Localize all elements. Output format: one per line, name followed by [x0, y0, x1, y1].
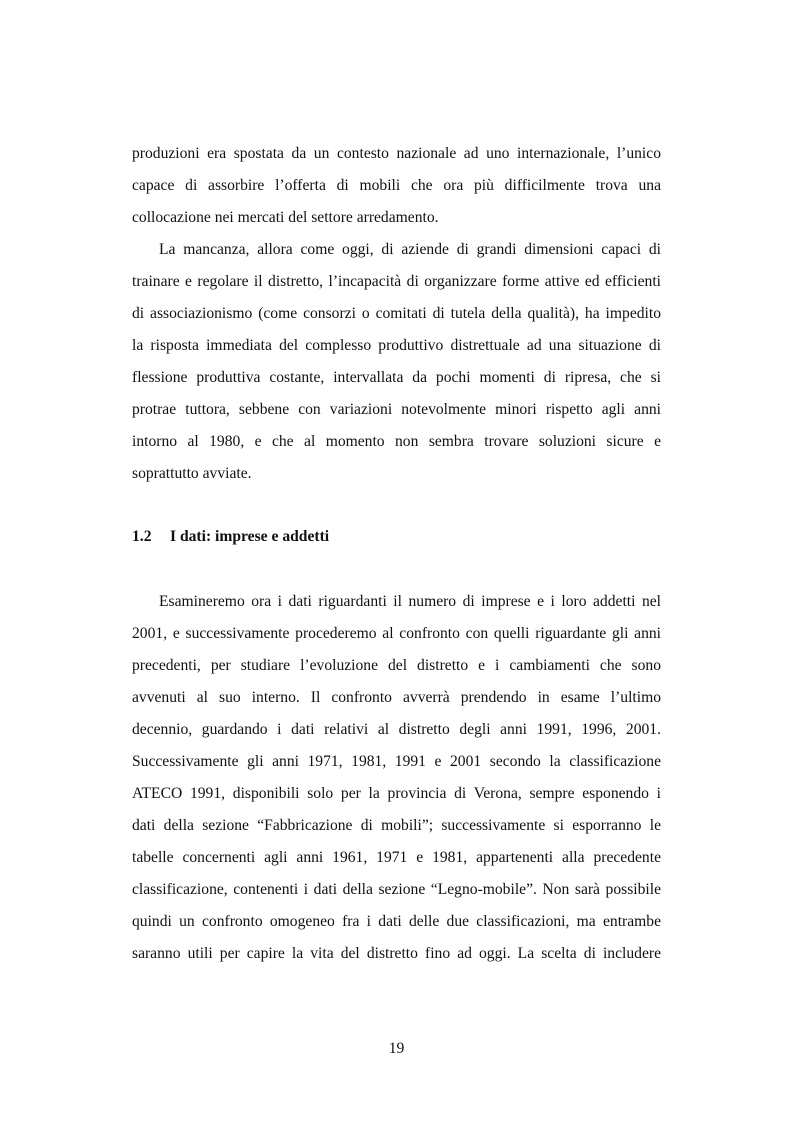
- paragraph-2-line-6: protrae tuttora, sebbene con variazioni notevolmente minori rispetto agli anni: [132, 401, 661, 418]
- paragraph-3-line-3: precedenti, per studiare l’evoluzione del distretto e i cambiamenti che sono: [132, 657, 661, 674]
- page-number: 19: [388, 1040, 405, 1057]
- section-title: I dati: imprese e addetti: [170, 528, 330, 545]
- paragraph-1-line-2: capace di assorbire l’offerta di mobili che ora più difficilmente trova una: [132, 177, 661, 194]
- paragraph-2-line-3: di associazionismo (come consorzi o comitati di tutela della qualità), ha impedito: [132, 305, 661, 322]
- paragraph-3-line-2: 2001, e successivamente procederemo al confronto con quelli riguardante gli anni: [132, 625, 661, 642]
- paragraph-3-line-12: saranno utili per capire la vita del distretto fino ad oggi. La scelta di includere: [132, 945, 661, 962]
- paragraph-3-line-9: tabelle concernenti agli anni 1961, 1971 e 1981, appartenenti alla precedente: [132, 849, 661, 866]
- paragraph-3-line-10: classificazione, contenenti i dati della sezione “Legno-mobile”. Non sarà possibile: [132, 881, 661, 898]
- paragraph-3-line-6: Successivamente gli anni 1971, 1981, 1991 e 2001 secondo la classificazione: [132, 753, 661, 770]
- paragraph-2-line-7: intorno al 1980, e che al momento non sembra trovare soluzioni sicure e: [132, 433, 661, 450]
- section-heading: [132, 526, 329, 548]
- paragraph-3-line-11: quindi un confronto omogeneo fra i dati delle due classificazioni, ma entrambe: [132, 913, 661, 930]
- paragraph-2-line-8: soprattutto avviate.: [132, 465, 252, 482]
- paragraph-3-line-1: Esamineremo ora i dati riguardanti il numero di imprese e i loro addetti nel: [159, 593, 661, 610]
- paragraph-2-line-5: flessione produttiva costante, intervallata da pochi momenti di ripresa, che si: [132, 369, 661, 386]
- paragraph-1-line-1: produzioni era spostata da un contesto nazionale ad uno internazionale, l’unico: [132, 145, 661, 162]
- paragraph-1-line-3: collocazione nei mercati del settore arredamento.: [132, 209, 439, 226]
- paragraph-3-line-8: dati della sezione “Fabbricazione di mobili”; successivamente si esporranno le: [132, 817, 661, 834]
- section-number: 1.2: [132, 528, 152, 545]
- paragraph-3-line-7: ATECO 1991, disponibili solo per la provincia di Verona, sempre esponendo i: [132, 785, 661, 802]
- paragraph-3-line-5: decennio, guardando i dati relativi al distretto degli anni 1991, 1996, 2001.: [132, 721, 661, 738]
- paragraph-2-line-4: la risposta immediata del complesso produttivo distrettuale ad una situazione di: [132, 337, 661, 354]
- paragraph-3-line-4: avvenuti al suo interno. Il confronto avverrà prendendo in esame l’ultimo: [132, 689, 661, 706]
- paragraph-2-line-2: trainare e regolare il distretto, l’incapacità di organizzare forme attive ed efficienti: [132, 273, 661, 290]
- paragraph-2-line-1: La mancanza, allora come oggi, di aziende di grandi dimensioni capaci di: [159, 241, 661, 258]
